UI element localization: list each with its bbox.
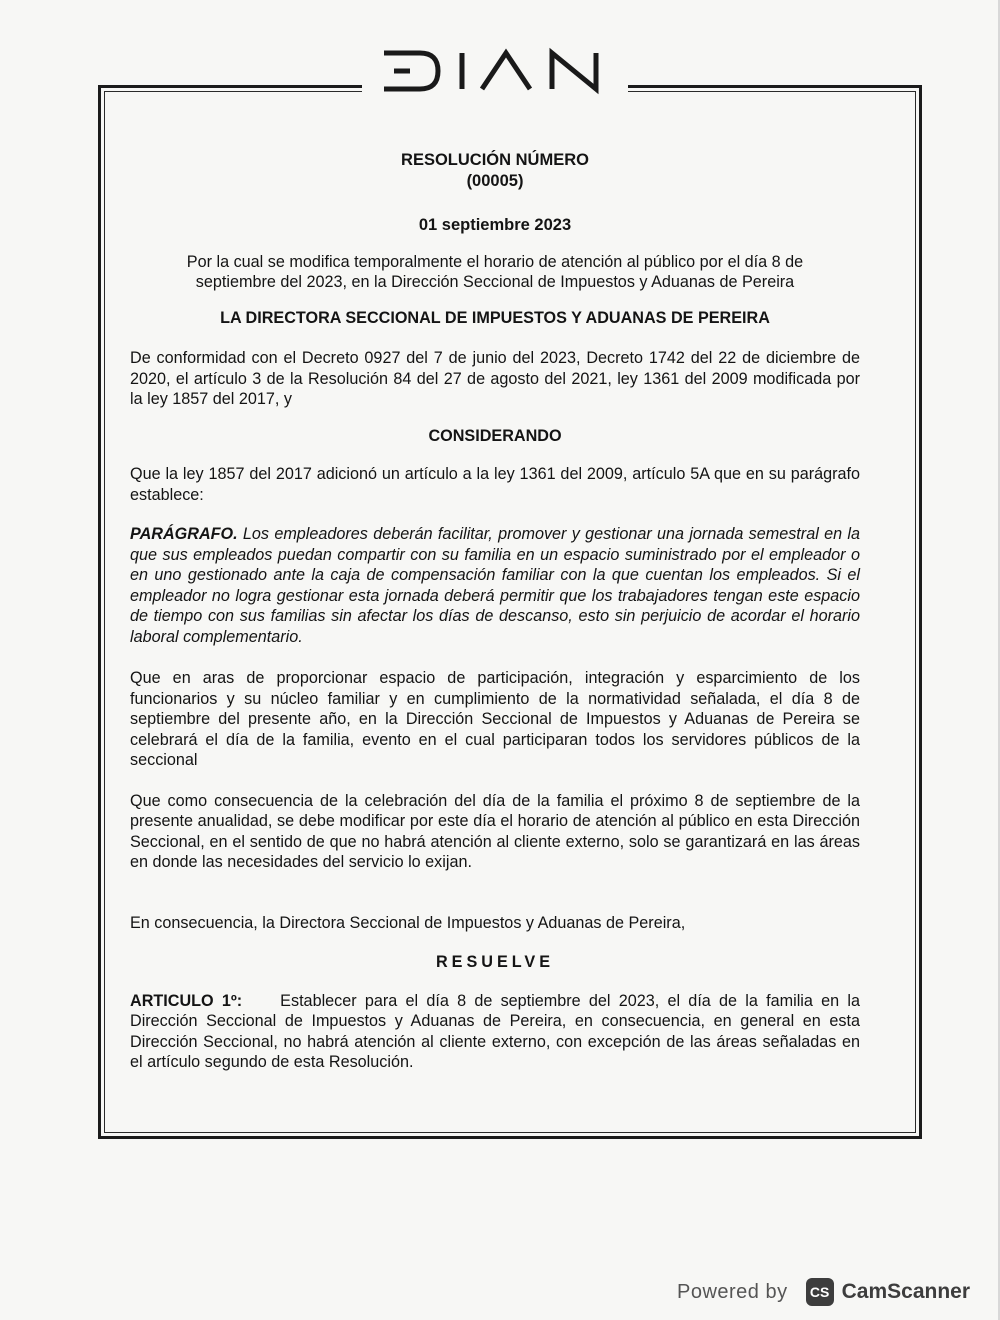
powered-by-label: Powered by bbox=[676, 1280, 788, 1303]
dian-logo-mark bbox=[370, 47, 620, 95]
paragrafo-label: PARÁGRAFO. bbox=[130, 525, 238, 543]
issuing-authority: LA DIRECTORA SECCIONAL DE IMPUESTOS Y ADUANAS DE PEREIRA bbox=[220, 308, 770, 327]
paragrafo-quote bbox=[130, 524, 860, 647]
considerando-paragraph-1: Que la ley 1857 del 2017 adicionó un artículo a la ley 1361 del 2009, artículo 5A que en su parágrafo establece: bbox=[130, 465, 860, 504]
resuelve-heading: RESUELVE bbox=[435, 953, 555, 971]
considerando-paragraph-3: Que como consecuencia de la celebración del día de la familia el próximo 8 de septiembre de la presente anualidad, se debe modificar por este día el horario de atención al público en esta Dirección Seccional, en el sentido de que no habrá atención al cliente externo, solo se garantizará en las áreas en donde las necesidades del servicio lo exijan. bbox=[130, 791, 860, 871]
considerando-paragraph-2: Que en aras de proporcionar espacio de participación, integración y esparcimiento de los funcionarios y su núcleo familiar y en cumplimiento de la normatividad señalada, el día 8 de septiembre del presente año, en la Dirección Seccional de Impuestos y Aduanas de Pereira se celebrará el día de la familia, evento en el cual participaran todos los servidores públicos de la seccional bbox=[130, 669, 860, 769]
dian-logo bbox=[362, 42, 628, 100]
resolution-body bbox=[130, 150, 860, 1073]
camscanner-watermark bbox=[677, 1274, 970, 1310]
en-consecuencia-line: En consecuencia, la Directora Seccional de Impuestos y Aduanas de Pereira, bbox=[130, 913, 686, 932]
camscanner-logo-icon: CS bbox=[806, 1278, 834, 1306]
resolution-title: RESOLUCIÓN NÚMERO bbox=[401, 151, 589, 169]
considerando-heading: CONSIDERANDO bbox=[428, 426, 562, 445]
camscanner-name: CamScanner bbox=[841, 1280, 970, 1303]
resolution-number: (00005) bbox=[466, 171, 524, 190]
legal-basis-paragraph: De conformidad con el Decreto 0927 del 7 de junio del 2023, Decreto 1742 del 22 de diciembre de 2020, el artículo 3 de la Resolución 84 del 27 de agosto del 2021, ley 1361 del 2009 modificada por la ley 1857 del 2017, y bbox=[130, 349, 860, 408]
resolution-subject: Por la cual se modifica temporalmente el horario de atención al público por el día 8 de septiembre del 2023, en la Dirección Seccional de Impuestos y Aduanas de Pereira bbox=[186, 252, 804, 291]
resolution-date: 01 septiembre 2023 bbox=[418, 216, 572, 234]
articulo-1-text: Establecer para el día 8 de septiembre del 2023, el día de la familia en la Dirección Seccional de Impuestos y Aduanas de Pereira, en consecuencia, en general en esta Dirección Seccional, no habrá atención al cliente externo, con excepción de las áreas señaladas en el artículo segundo de esta Resolución. bbox=[130, 991, 860, 1071]
articulo-1-label: ARTICULO 1º: bbox=[130, 991, 243, 1010]
articulo-1 bbox=[130, 991, 860, 1073]
paragrafo-text: Los empleadores deberán facilitar, promover y gestionar una jornada semestral en la que sus empleados puedan compartir con su familia en un espacio suministrado por el empleador o en uno gestionado ante la caja de compensación familiar con la que cuentan los empleados. Si el empleador no logra gestionar esta jornada deberá permitir que los trabajadores tengan este espacio de tiempo con sus familias sin afectar los días de descanso, esto sin perjuicio de acordar el horario laboral complementario. bbox=[130, 525, 860, 646]
